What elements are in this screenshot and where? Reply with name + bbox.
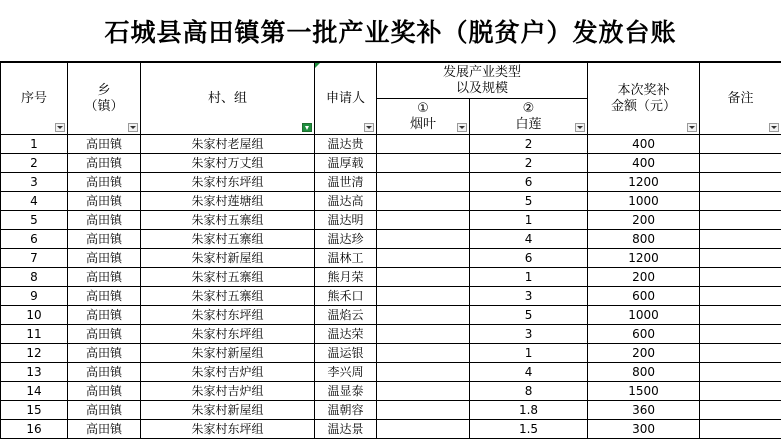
cell-lotus[interactable]: 1.5 — [470, 420, 588, 439]
cell-amount[interactable]: 200 — [588, 268, 700, 287]
cell-lotus[interactable]: 1.8 — [470, 401, 588, 420]
filter-dropdown-town[interactable] — [128, 123, 138, 132]
table-row — [1, 382, 781, 401]
cell-seq[interactable]: 3 — [1, 173, 68, 192]
cell-applicant[interactable]: 温焰云 — [315, 306, 377, 325]
table-row — [1, 230, 781, 249]
filter-dropdown-lotus[interactable] — [575, 123, 585, 132]
cell-town[interactable]: 高田镇 — [68, 135, 141, 154]
cell-seq[interactable]: 8 — [1, 268, 68, 287]
header-applicant-label: 申请人 — [325, 90, 365, 106]
cell-village[interactable]: 朱家村东坪组 — [141, 420, 315, 439]
filter-dropdown-amount[interactable] — [687, 123, 697, 132]
cell-amount[interactable]: 400 — [588, 135, 700, 154]
cell-seq[interactable]: 6 — [1, 230, 68, 249]
cell-tobacco[interactable] — [377, 420, 470, 439]
cell-note[interactable] — [700, 363, 781, 382]
cell-note[interactable] — [700, 173, 781, 192]
filter-dropdown-applicant[interactable] — [364, 123, 374, 132]
cell-lotus[interactable]: 1 — [470, 344, 588, 363]
cell-town[interactable]: 高田镇 — [68, 230, 141, 249]
cell-lotus[interactable]: 5 — [470, 306, 588, 325]
cell-applicant[interactable]: 温显泰 — [315, 382, 377, 401]
cell-village[interactable]: 朱家村万丈组 — [141, 154, 315, 173]
cell-note[interactable] — [700, 192, 781, 211]
cell-tobacco[interactable] — [377, 344, 470, 363]
cell-amount[interactable]: 200 — [588, 211, 700, 230]
header-village-label: 村、组 — [207, 90, 247, 106]
table-row — [1, 154, 781, 173]
header-amount-line1: 本次奖补 — [617, 82, 670, 98]
cell-seq[interactable]: 14 — [1, 382, 68, 401]
cell-amount[interactable]: 600 — [588, 325, 700, 344]
cell-town[interactable]: 高田镇 — [68, 211, 141, 230]
cell-note[interactable] — [700, 211, 781, 230]
header-town — [68, 63, 141, 135]
header-town-line2: （镇） — [84, 98, 124, 114]
table-header — [1, 63, 781, 135]
cell-lotus[interactable]: 1 — [470, 268, 588, 287]
cell-tobacco[interactable] — [377, 211, 470, 230]
filter-dropdown-seq[interactable] — [55, 123, 65, 132]
cell-applicant[interactable]: 温达珍 — [315, 230, 377, 249]
cell-seq[interactable]: 5 — [1, 211, 68, 230]
cell-village[interactable]: 朱家村东坪组 — [141, 325, 315, 344]
table-body — [1, 135, 781, 439]
cell-applicant[interactable]: 温达贵 — [315, 135, 377, 154]
cell-amount[interactable]: 400 — [588, 154, 700, 173]
cell-seq[interactable]: 2 — [1, 154, 68, 173]
header-tobacco-num: ① — [417, 100, 429, 116]
cell-lotus[interactable]: 1 — [470, 211, 588, 230]
cell-lotus[interactable]: 8 — [470, 382, 588, 401]
cell-town[interactable]: 高田镇 — [68, 420, 141, 439]
cell-applicant[interactable]: 温世清 — [315, 173, 377, 192]
header-seq-label: 序号 — [20, 90, 47, 106]
cell-village[interactable]: 朱家村新屋组 — [141, 401, 315, 420]
cell-amount[interactable]: 1000 — [588, 192, 700, 211]
cell-village[interactable]: 朱家村吉炉组 — [141, 382, 315, 401]
cell-lotus[interactable]: 5 — [470, 192, 588, 211]
header-town-line1: 乡 — [97, 82, 111, 98]
cell-amount[interactable]: 800 — [588, 230, 700, 249]
cell-applicant[interactable]: 温厚载 — [315, 154, 377, 173]
cell-village[interactable]: 朱家村新屋组 — [141, 344, 315, 363]
cell-tobacco[interactable] — [377, 287, 470, 306]
table-row — [1, 249, 781, 268]
cell-village[interactable]: 朱家村五寨组 — [141, 268, 315, 287]
cell-tobacco[interactable] — [377, 325, 470, 344]
header-note-label: 备注 — [727, 90, 754, 106]
cell-lotus[interactable]: 6 — [470, 173, 588, 192]
cell-note[interactable] — [700, 401, 781, 420]
cell-village[interactable]: 朱家村五寨组 — [141, 230, 315, 249]
header-lotus-label: 白莲 — [515, 116, 542, 132]
cell-amount[interactable]: 1200 — [588, 173, 700, 192]
cell-amount[interactable]: 300 — [588, 420, 700, 439]
cell-tobacco[interactable] — [377, 306, 470, 325]
cell-town[interactable]: 高田镇 — [68, 325, 141, 344]
header-amount — [588, 63, 700, 135]
header-industry-type — [377, 63, 588, 99]
table-row — [1, 268, 781, 287]
cell-applicant[interactable]: 温朝容 — [315, 401, 377, 420]
header-lotus-num: ② — [522, 100, 535, 116]
header-applicant — [315, 63, 377, 135]
cell-tobacco[interactable] — [377, 249, 470, 268]
cell-seq[interactable]: 15 — [1, 401, 68, 420]
cell-seq[interactable]: 7 — [1, 249, 68, 268]
cell-town[interactable]: 高田镇 — [68, 154, 141, 173]
filter-dropdown-note[interactable] — [769, 123, 779, 132]
cell-seq[interactable]: 16 — [1, 420, 68, 439]
cell-applicant[interactable]: 熊禾口 — [315, 287, 377, 306]
header-type-line2: 以及规模 — [456, 80, 509, 96]
cell-tobacco[interactable] — [377, 382, 470, 401]
cell-applicant[interactable]: 温达高 — [315, 192, 377, 211]
cell-comment-marker — [315, 63, 320, 68]
cell-lotus[interactable]: 2 — [470, 154, 588, 173]
cell-amount[interactable]: 1200 — [588, 249, 700, 268]
table-row — [1, 135, 781, 154]
cell-tobacco[interactable] — [377, 363, 470, 382]
table-row — [1, 192, 781, 211]
filter-dropdown-tobacco[interactable] — [457, 123, 467, 132]
header-seq — [1, 63, 68, 135]
cell-applicant[interactable]: 温林工 — [315, 249, 377, 268]
cell-seq[interactable]: 13 — [1, 363, 68, 382]
cell-village[interactable]: 朱家村东坪组 — [141, 306, 315, 325]
cell-lotus[interactable]: 4 — [470, 363, 588, 382]
table-row — [1, 325, 781, 344]
cell-amount[interactable]: 800 — [588, 363, 700, 382]
cell-note[interactable] — [700, 154, 781, 173]
cell-tobacco[interactable] — [377, 135, 470, 154]
cell-applicant[interactable]: 温达荣 — [315, 325, 377, 344]
header-lotus — [470, 99, 588, 135]
cell-tobacco[interactable] — [377, 268, 470, 287]
table-row — [1, 401, 781, 420]
cell-town[interactable]: 高田镇 — [68, 249, 141, 268]
header-village — [141, 63, 315, 135]
table-row — [1, 211, 781, 230]
cell-lotus[interactable]: 6 — [470, 249, 588, 268]
cell-town[interactable]: 高田镇 — [68, 363, 141, 382]
cell-seq[interactable]: 11 — [1, 325, 68, 344]
table-row — [1, 306, 781, 325]
table-row — [1, 420, 781, 439]
cell-village[interactable]: 朱家村吉炉组 — [141, 363, 315, 382]
cell-amount[interactable]: 600 — [588, 287, 700, 306]
filter-active-icon-village[interactable] — [302, 123, 312, 132]
cell-village[interactable]: 朱家村东坪组 — [141, 173, 315, 192]
header-tobacco — [377, 99, 470, 135]
table-row — [1, 173, 781, 192]
ledger-table — [0, 62, 781, 439]
table-row — [1, 344, 781, 363]
cell-town[interactable]: 高田镇 — [68, 382, 141, 401]
cell-tobacco[interactable] — [377, 154, 470, 173]
header-note — [700, 63, 781, 135]
cell-village[interactable]: 朱家村五寨组 — [141, 287, 315, 306]
cell-village[interactable]: 朱家村老屋组 — [141, 135, 315, 154]
cell-seq[interactable]: 12 — [1, 344, 68, 363]
cell-lotus[interactable]: 4 — [470, 230, 588, 249]
sheet-title: 石城县高田镇第一批产业奖补（脱贫户）发放台账 — [0, 0, 781, 62]
cell-tobacco[interactable] — [377, 230, 470, 249]
cell-note[interactable] — [700, 306, 781, 325]
cell-town[interactable]: 高田镇 — [68, 173, 141, 192]
header-amount-line2: 金额（元） — [611, 98, 677, 114]
cell-tobacco[interactable] — [377, 401, 470, 420]
cell-tobacco[interactable] — [377, 173, 470, 192]
cell-lotus[interactable]: 3 — [470, 287, 588, 306]
cell-village[interactable]: 朱家村新屋组 — [141, 249, 315, 268]
cell-amount[interactable]: 360 — [588, 401, 700, 420]
cell-town[interactable]: 高田镇 — [68, 344, 141, 363]
cell-applicant[interactable]: 温达景 — [315, 420, 377, 439]
cell-lotus[interactable]: 2 — [470, 135, 588, 154]
cell-town[interactable]: 高田镇 — [68, 268, 141, 287]
cell-note[interactable] — [700, 420, 781, 439]
cell-applicant[interactable]: 熊月荣 — [315, 268, 377, 287]
cell-seq[interactable]: 10 — [1, 306, 68, 325]
cell-town[interactable]: 高田镇 — [68, 192, 141, 211]
cell-applicant[interactable]: 温运银 — [315, 344, 377, 363]
cell-note[interactable] — [700, 382, 781, 401]
header-type-line1: 发展产业类型 — [443, 64, 522, 80]
cell-seq[interactable]: 9 — [1, 287, 68, 306]
cell-note[interactable] — [700, 249, 781, 268]
cell-note[interactable] — [700, 230, 781, 249]
cell-note[interactable] — [700, 325, 781, 344]
cell-lotus[interactable]: 3 — [470, 325, 588, 344]
cell-note[interactable] — [700, 287, 781, 306]
cell-note[interactable] — [700, 344, 781, 363]
cell-tobacco[interactable] — [377, 192, 470, 211]
cell-amount[interactable]: 1500 — [588, 382, 700, 401]
table-row — [1, 363, 781, 382]
cell-note[interactable] — [700, 135, 781, 154]
cell-village[interactable]: 朱家村五寨组 — [141, 211, 315, 230]
cell-town[interactable]: 高田镇 — [68, 306, 141, 325]
cell-applicant[interactable]: 温达明 — [315, 211, 377, 230]
cell-seq[interactable]: 1 — [1, 135, 68, 154]
cell-town[interactable]: 高田镇 — [68, 401, 141, 420]
cell-note[interactable] — [700, 268, 781, 287]
cell-amount[interactable]: 1000 — [588, 306, 700, 325]
cell-applicant[interactable]: 李兴周 — [315, 363, 377, 382]
cell-village[interactable]: 朱家村莲塘组 — [141, 192, 315, 211]
cell-town[interactable]: 高田镇 — [68, 287, 141, 306]
header-tobacco-label: 烟叶 — [409, 116, 436, 132]
cell-amount[interactable]: 200 — [588, 344, 700, 363]
table-row — [1, 287, 781, 306]
cell-seq[interactable]: 4 — [1, 192, 68, 211]
